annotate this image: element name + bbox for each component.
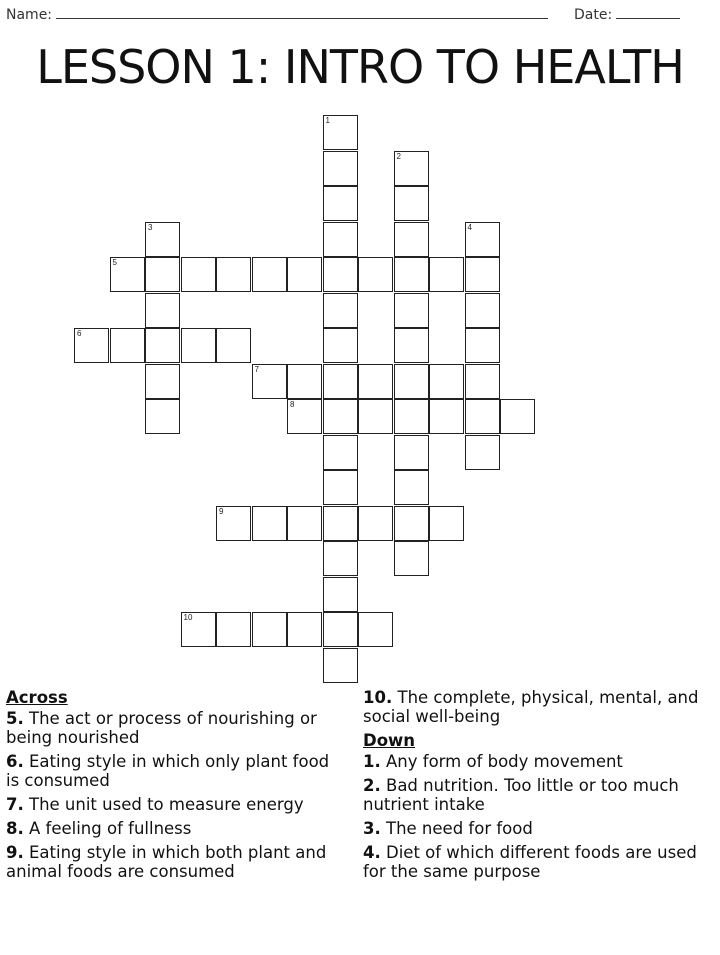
grid-cell[interactable] bbox=[323, 399, 358, 434]
clue-text: Bad nutrition. Too little or too much nutrient intake bbox=[363, 776, 679, 814]
clue-number-label: 1 bbox=[325, 116, 330, 125]
grid-cell[interactable] bbox=[465, 328, 500, 363]
grid-cell-numbered[interactable] bbox=[145, 222, 180, 257]
grid-cell[interactable] bbox=[358, 399, 393, 434]
down-heading: Down bbox=[363, 731, 416, 750]
clue-text: Any form of body movement bbox=[386, 752, 623, 771]
clue-number-label: 5 bbox=[112, 258, 117, 267]
grid-cell[interactable] bbox=[181, 328, 216, 363]
grid-cell[interactable] bbox=[394, 506, 429, 541]
clue-text: The unit used to measure energy bbox=[29, 795, 304, 814]
grid-cell-numbered[interactable] bbox=[74, 328, 109, 363]
clue-across-8 bbox=[6, 819, 346, 838]
grid-cell[interactable] bbox=[323, 506, 358, 541]
date-label: Date: bbox=[574, 7, 613, 23]
clue-down-2 bbox=[363, 776, 713, 814]
grid-cell[interactable] bbox=[110, 328, 145, 363]
clue-number-label: 3 bbox=[148, 222, 153, 232]
grid-cell[interactable] bbox=[287, 364, 322, 399]
clues-column-right bbox=[363, 688, 713, 886]
clue-across-10 bbox=[363, 688, 713, 726]
grid-cell[interactable] bbox=[465, 435, 500, 470]
clue-number-label: 9 bbox=[219, 506, 224, 516]
grid-cell[interactable] bbox=[287, 612, 322, 647]
clue-number-label: 8 bbox=[290, 400, 295, 409]
grid-cell[interactable] bbox=[394, 364, 429, 399]
clue-number: 10. bbox=[363, 688, 393, 707]
clue-number: 5. bbox=[6, 709, 24, 728]
grid-cell[interactable] bbox=[429, 364, 464, 399]
grid-cell[interactable] bbox=[323, 328, 358, 363]
grid-cell[interactable] bbox=[323, 257, 358, 292]
grid-cell[interactable] bbox=[465, 399, 500, 434]
clue-down-4 bbox=[363, 843, 713, 881]
grid-cell[interactable] bbox=[323, 612, 358, 647]
grid-cell[interactable] bbox=[323, 364, 358, 399]
grid-cell-numbered[interactable] bbox=[110, 257, 145, 292]
clue-text: Diet of which different foods are used for the same purpose bbox=[363, 843, 697, 881]
grid-cell[interactable] bbox=[465, 257, 500, 292]
grid-cell[interactable] bbox=[323, 577, 358, 612]
clue-text: A feeling of fullness bbox=[29, 819, 192, 838]
name-blank-line[interactable] bbox=[56, 6, 548, 19]
grid-cell[interactable] bbox=[323, 151, 358, 186]
clue-down-3 bbox=[363, 819, 713, 838]
grid-cell-numbered[interactable] bbox=[323, 115, 358, 150]
clue-down-1 bbox=[363, 752, 713, 771]
clue-text: The complete, physical, mental, and social well-being bbox=[363, 688, 699, 726]
grid-cell-numbered[interactable] bbox=[394, 151, 429, 186]
grid-cell[interactable] bbox=[394, 186, 429, 221]
grid-cell[interactable] bbox=[323, 293, 358, 328]
grid-cell[interactable] bbox=[145, 364, 180, 399]
grid-cell-numbered[interactable] bbox=[252, 364, 287, 399]
grid-cell[interactable] bbox=[323, 435, 358, 470]
clue-number-label: 6 bbox=[77, 329, 82, 338]
clue-number-label: 2 bbox=[396, 151, 401, 161]
grid-cell[interactable] bbox=[358, 257, 393, 292]
grid-cell[interactable] bbox=[323, 541, 358, 576]
grid-cell[interactable] bbox=[145, 399, 180, 434]
grid-cell[interactable] bbox=[500, 399, 535, 434]
clue-across-7 bbox=[6, 795, 346, 814]
clue-text: The act or process of nourishing or being nourished bbox=[6, 709, 317, 747]
grid-cell[interactable] bbox=[181, 257, 216, 292]
grid-cell[interactable] bbox=[145, 293, 180, 328]
grid-cell-numbered[interactable] bbox=[216, 506, 251, 541]
clue-number: 6. bbox=[6, 752, 24, 771]
grid-cell[interactable] bbox=[145, 257, 180, 292]
grid-cell[interactable] bbox=[394, 257, 429, 292]
grid-cell[interactable] bbox=[394, 470, 429, 505]
name-label: Name: bbox=[6, 7, 53, 23]
grid-cell[interactable] bbox=[323, 186, 358, 221]
clue-number: 8. bbox=[6, 819, 24, 838]
grid-cell[interactable] bbox=[323, 222, 358, 257]
clue-number-label: 4 bbox=[467, 222, 472, 232]
clue-number: 9. bbox=[6, 843, 24, 862]
grid-cell[interactable] bbox=[429, 399, 464, 434]
grid-cell[interactable] bbox=[358, 506, 393, 541]
date-blank-line[interactable] bbox=[616, 6, 680, 19]
grid-cell[interactable] bbox=[287, 506, 322, 541]
grid-cell[interactable] bbox=[429, 257, 464, 292]
page-title: LESSON 1: INTRO TO HEALTH bbox=[36, 40, 684, 94]
grid-cell[interactable] bbox=[465, 364, 500, 399]
grid-cell[interactable] bbox=[394, 435, 429, 470]
clue-number: 4. bbox=[363, 843, 381, 862]
crossword-grid bbox=[74, 115, 540, 686]
clue-number: 3. bbox=[363, 819, 381, 838]
grid-cell-numbered[interactable] bbox=[181, 612, 216, 647]
grid-cell[interactable] bbox=[465, 293, 500, 328]
grid-cell-numbered[interactable] bbox=[287, 399, 322, 434]
clue-text: Eating style in which both plant and animal foods are consumed bbox=[6, 843, 327, 881]
grid-cell-numbered[interactable] bbox=[465, 222, 500, 257]
clue-text: Eating style in which only plant food is consumed bbox=[6, 752, 330, 790]
across-heading: Across bbox=[6, 688, 68, 707]
clue-number: 2. bbox=[363, 776, 381, 795]
grid-cell[interactable] bbox=[252, 612, 287, 647]
grid-cell[interactable] bbox=[394, 293, 429, 328]
clue-across-5 bbox=[6, 709, 346, 747]
grid-cell[interactable] bbox=[358, 612, 393, 647]
grid-cell[interactable] bbox=[216, 257, 251, 292]
grid-cell[interactable] bbox=[394, 222, 429, 257]
clue-number: 1. bbox=[363, 752, 381, 771]
grid-cell[interactable] bbox=[394, 399, 429, 434]
grid-cell[interactable] bbox=[216, 612, 251, 647]
grid-cell[interactable] bbox=[145, 328, 180, 363]
grid-cell[interactable] bbox=[358, 364, 393, 399]
grid-cell[interactable] bbox=[323, 470, 358, 505]
clue-number: 7. bbox=[6, 795, 24, 814]
grid-cell[interactable] bbox=[216, 328, 251, 363]
clues-column-left bbox=[6, 688, 346, 886]
clue-number-label: 7 bbox=[254, 364, 259, 374]
grid-cell[interactable] bbox=[394, 541, 429, 576]
grid-cell[interactable] bbox=[394, 328, 429, 363]
clue-text: The need for food bbox=[386, 819, 533, 838]
grid-cell[interactable] bbox=[323, 648, 358, 683]
clue-across-6 bbox=[6, 752, 346, 790]
grid-cell[interactable] bbox=[429, 506, 464, 541]
grid-cell[interactable] bbox=[252, 257, 287, 292]
grid-cell[interactable] bbox=[252, 506, 287, 541]
grid-cell[interactable] bbox=[287, 257, 322, 292]
clue-number-label: 10 bbox=[183, 613, 193, 622]
clue-across-9 bbox=[6, 843, 346, 881]
date-field bbox=[574, 6, 680, 23]
name-field bbox=[6, 6, 548, 23]
